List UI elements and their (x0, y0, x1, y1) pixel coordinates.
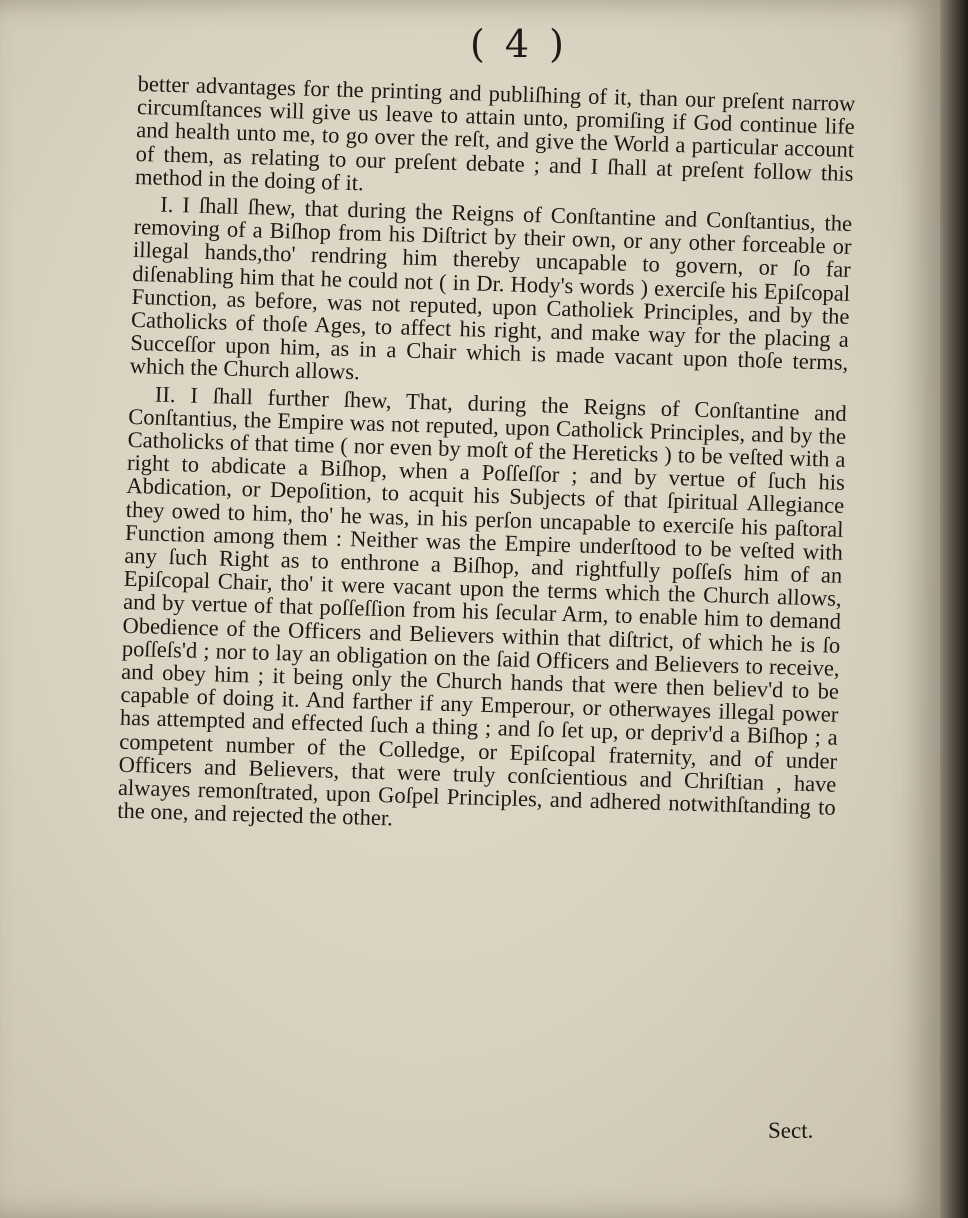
catchword: Sect. (768, 1118, 814, 1143)
paragraph-point-one: I. I ſhall ſhew, that during the Reigns of Conſtantine and Conſtantius, the removing of a Biſhop from his Diſtrict by their own, or any other forceable or illegal hands,tho' rendring him thereby uncapable to govern, or ſo far diſenabling him that he could not ( in Dr. Hody's words ) exerciſe his Epiſcopal Function, as before, was not reputed, upon Catholiek Principles, and by the Catholicks of thoſe Ages, to affect his right, and make way for the placing a Succeſſor upon him, as in a Chair which is made vacant upon thoſe terms, which the Church allows. (129, 191, 853, 385)
page-number: ( 4 ) (470, 22, 568, 66)
book-gutter-edge (940, 0, 968, 1218)
paragraph-point-two: II. I ſhall further ſhew, That, during the Reigns of Conſtantine and Conſtantius, the Empire was not reputed, upon Catholick Principles, and by the Catholicks of that time ( nor even by moſt of the Hereticks ) to be veſted with a right to abdicate a Biſhop, when a Poſſeſſor ; and by vertue of ſuch his Abdication, or Depoſition, to acquit his Subjects of that ſpiritual Allegiance they owed to him, tho' he was, in his perſon uncapable to exerciſe his paſtoral Function among them : Neither was the Empire underſtood to be veſted with any ſuch Right as to enthrone a Biſhop, and rightfully poſſeſs him of an Epiſcopal Chair, tho' it were vacant upon the terms which the Church allows, and by vertue of that poſſeſſion from his ſecular Arm, to enable him to demand Obedience of the Officers and Believers within that diſtrict, of which he is ſo poſſeſs'd ; nor to lay an obligation on the ſaid Officers and Believers to receive, and obey him ; it being only the Church hands that were then believ'd to be capable of doing it. And farther if any Emperour, or otherwayes illegal power has attempted and effected ſuch a thing ; and ſo ſet up, or depriv'd a Biſhop ; a competent number of the Colledge, or Epiſcopal fraternity, and of under Officers and Believers, that were truly conſcientious and Chriſtian , have alwayes remonſtrated, upon Goſpel Principles, and adhered notwithſtanding to the one, and rejected the other. (117, 381, 848, 831)
body-text (117, 72, 856, 846)
paragraph-intro: better advantages for the printing and publiſhing of it, than our preſent narrow circumſtances will give us leave to attain unto, promiſing if God continue life and health unto me, to go over the reſt, and give the World a particular account of them, as relating to our preſent debate ; and I ſhall at preſent follow this method in the doing of it. (134, 71, 856, 196)
